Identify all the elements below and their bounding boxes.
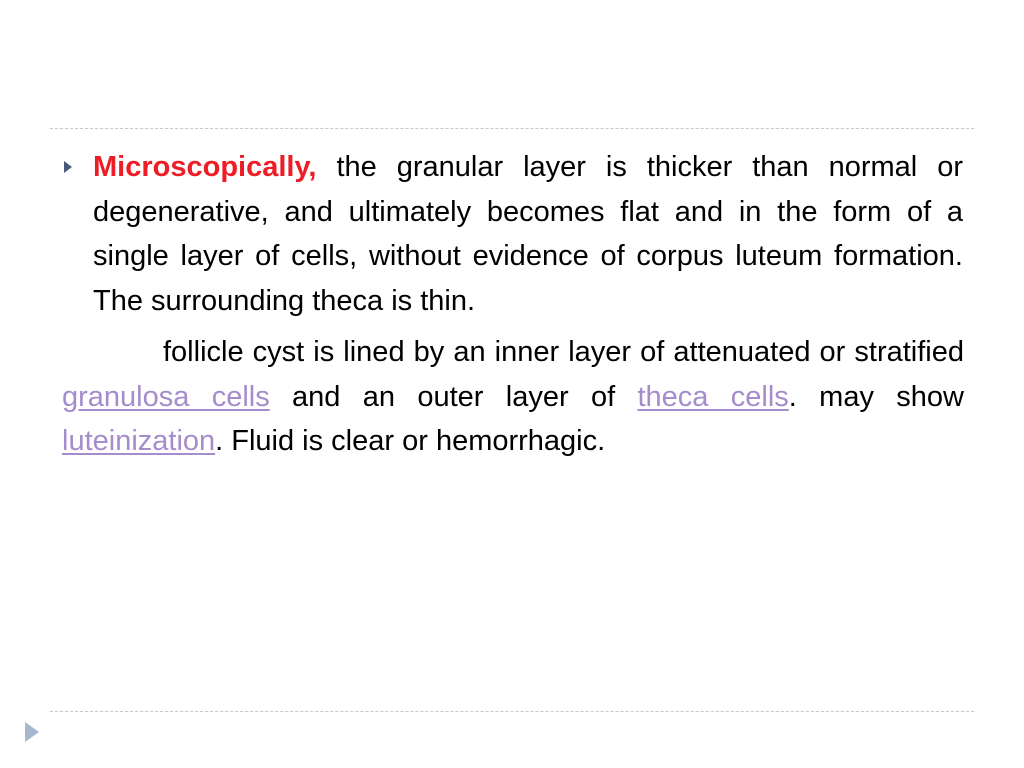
- paragraph-2-text-2: and an outer layer of: [269, 380, 638, 413]
- paragraph-2-text-3: . may show: [788, 380, 964, 413]
- play-arrow-icon[interactable]: [25, 722, 39, 742]
- paragraph-2-text-1: follicle cyst is lined by an inner layer of attenuated or stratified: [163, 336, 964, 368]
- triangle-bullet-icon: [64, 161, 72, 173]
- body-paragraph: [62, 330, 964, 464]
- top-divider: [50, 128, 974, 129]
- paragraph-1-text: the granular layer is thicker than normal or degenerative, and ultimately becomes flat and in the form of a single layer of cells, without evidence of corpus luteum formation. The surrounding theca is thin.: [93, 151, 963, 317]
- link-granulosa-cells[interactable]: granulosa cells: [62, 380, 270, 413]
- link-luteinization[interactable]: luteinization: [62, 425, 216, 457]
- bottom-divider: [50, 711, 974, 712]
- bullet-paragraph: [93, 145, 963, 323]
- keyword-microscopically: Microscopically,: [93, 151, 317, 183]
- paragraph-2-text-4: . Fluid is clear or hemorrhagic.: [215, 425, 606, 457]
- link-theca-cells[interactable]: theca cells: [637, 380, 789, 413]
